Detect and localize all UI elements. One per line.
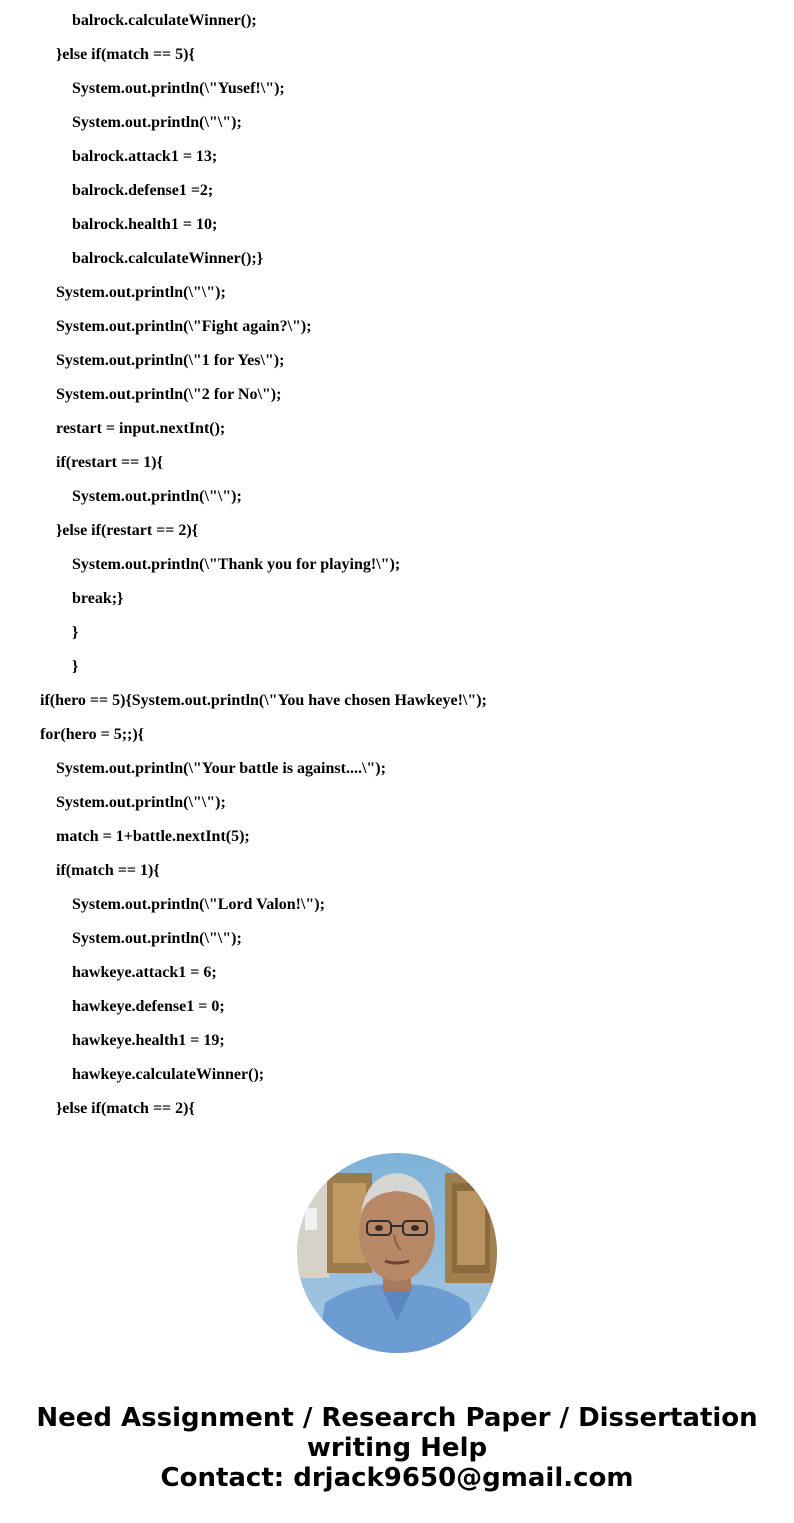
code-line: System.out.println(\"2 for No\"); bbox=[56, 386, 282, 403]
code-line: }else if(match == 5){ bbox=[56, 46, 195, 63]
code-line: balrock.calculateWinner();} bbox=[72, 250, 264, 267]
code-line: System.out.println(\"1 for Yes\"); bbox=[56, 352, 285, 369]
code-line: System.out.println(\"Lord Valon!\"); bbox=[72, 896, 325, 913]
code-line: if(hero == 5){System.out.println(\"You have chosen Hawkeye!\"); bbox=[40, 692, 487, 709]
promo-subheadline: writing Help bbox=[306, 1433, 488, 1463]
code-line: System.out.println(\"Thank you for playing!\"); bbox=[72, 556, 401, 573]
code-line: System.out.println(\"\"); bbox=[72, 114, 242, 131]
code-line: restart = input.nextInt(); bbox=[56, 420, 226, 437]
code-line: } bbox=[72, 624, 79, 641]
code-line: hawkeye.health1 = 19; bbox=[72, 1032, 225, 1049]
code-line: System.out.println(\"\"); bbox=[72, 930, 242, 947]
code-line: hawkeye.attack1 = 6; bbox=[72, 964, 217, 981]
code-line: } bbox=[72, 658, 79, 675]
code-line: System.out.println(\"\"); bbox=[72, 488, 242, 505]
code-line: }else if(restart == 2){ bbox=[56, 522, 199, 539]
code-line: hawkeye.defense1 = 0; bbox=[72, 998, 225, 1015]
code-line: System.out.println(\"Yusef!\"); bbox=[72, 80, 285, 97]
portrait-image bbox=[297, 1153, 497, 1353]
code-line: balrock.health1 = 10; bbox=[72, 216, 218, 233]
author-avatar bbox=[297, 1153, 497, 1353]
code-line: if(match == 1){ bbox=[56, 862, 160, 879]
code-listing bbox=[0, 4, 794, 1126]
code-line: if(restart == 1){ bbox=[56, 454, 163, 471]
code-line: System.out.println(\"Your battle is against....\"); bbox=[56, 760, 386, 777]
code-line: break;} bbox=[72, 590, 124, 607]
code-line: match = 1+battle.nextInt(5); bbox=[56, 828, 250, 845]
code-line: System.out.println(\"\"); bbox=[56, 284, 226, 301]
code-line: System.out.println(\"\"); bbox=[56, 794, 226, 811]
code-line: }else if(match == 2){ bbox=[56, 1100, 195, 1117]
code-line: hawkeye.calculateWinner(); bbox=[72, 1066, 265, 1083]
code-line: System.out.println(\"Fight again?\"); bbox=[56, 318, 312, 335]
code-line: balrock.attack1 = 13; bbox=[72, 148, 218, 165]
code-line: for(hero = 5;;){ bbox=[40, 726, 144, 743]
contact-email: Contact: drjack9650@gmail.com bbox=[160, 1463, 634, 1493]
code-line: balrock.defense1 =2; bbox=[72, 182, 214, 199]
promo-banner bbox=[0, 1403, 794, 1493]
code-line: balrock.calculateWinner(); bbox=[72, 12, 257, 29]
promo-headline: Need Assignment / Research Paper / Dissertation bbox=[36, 1403, 758, 1433]
